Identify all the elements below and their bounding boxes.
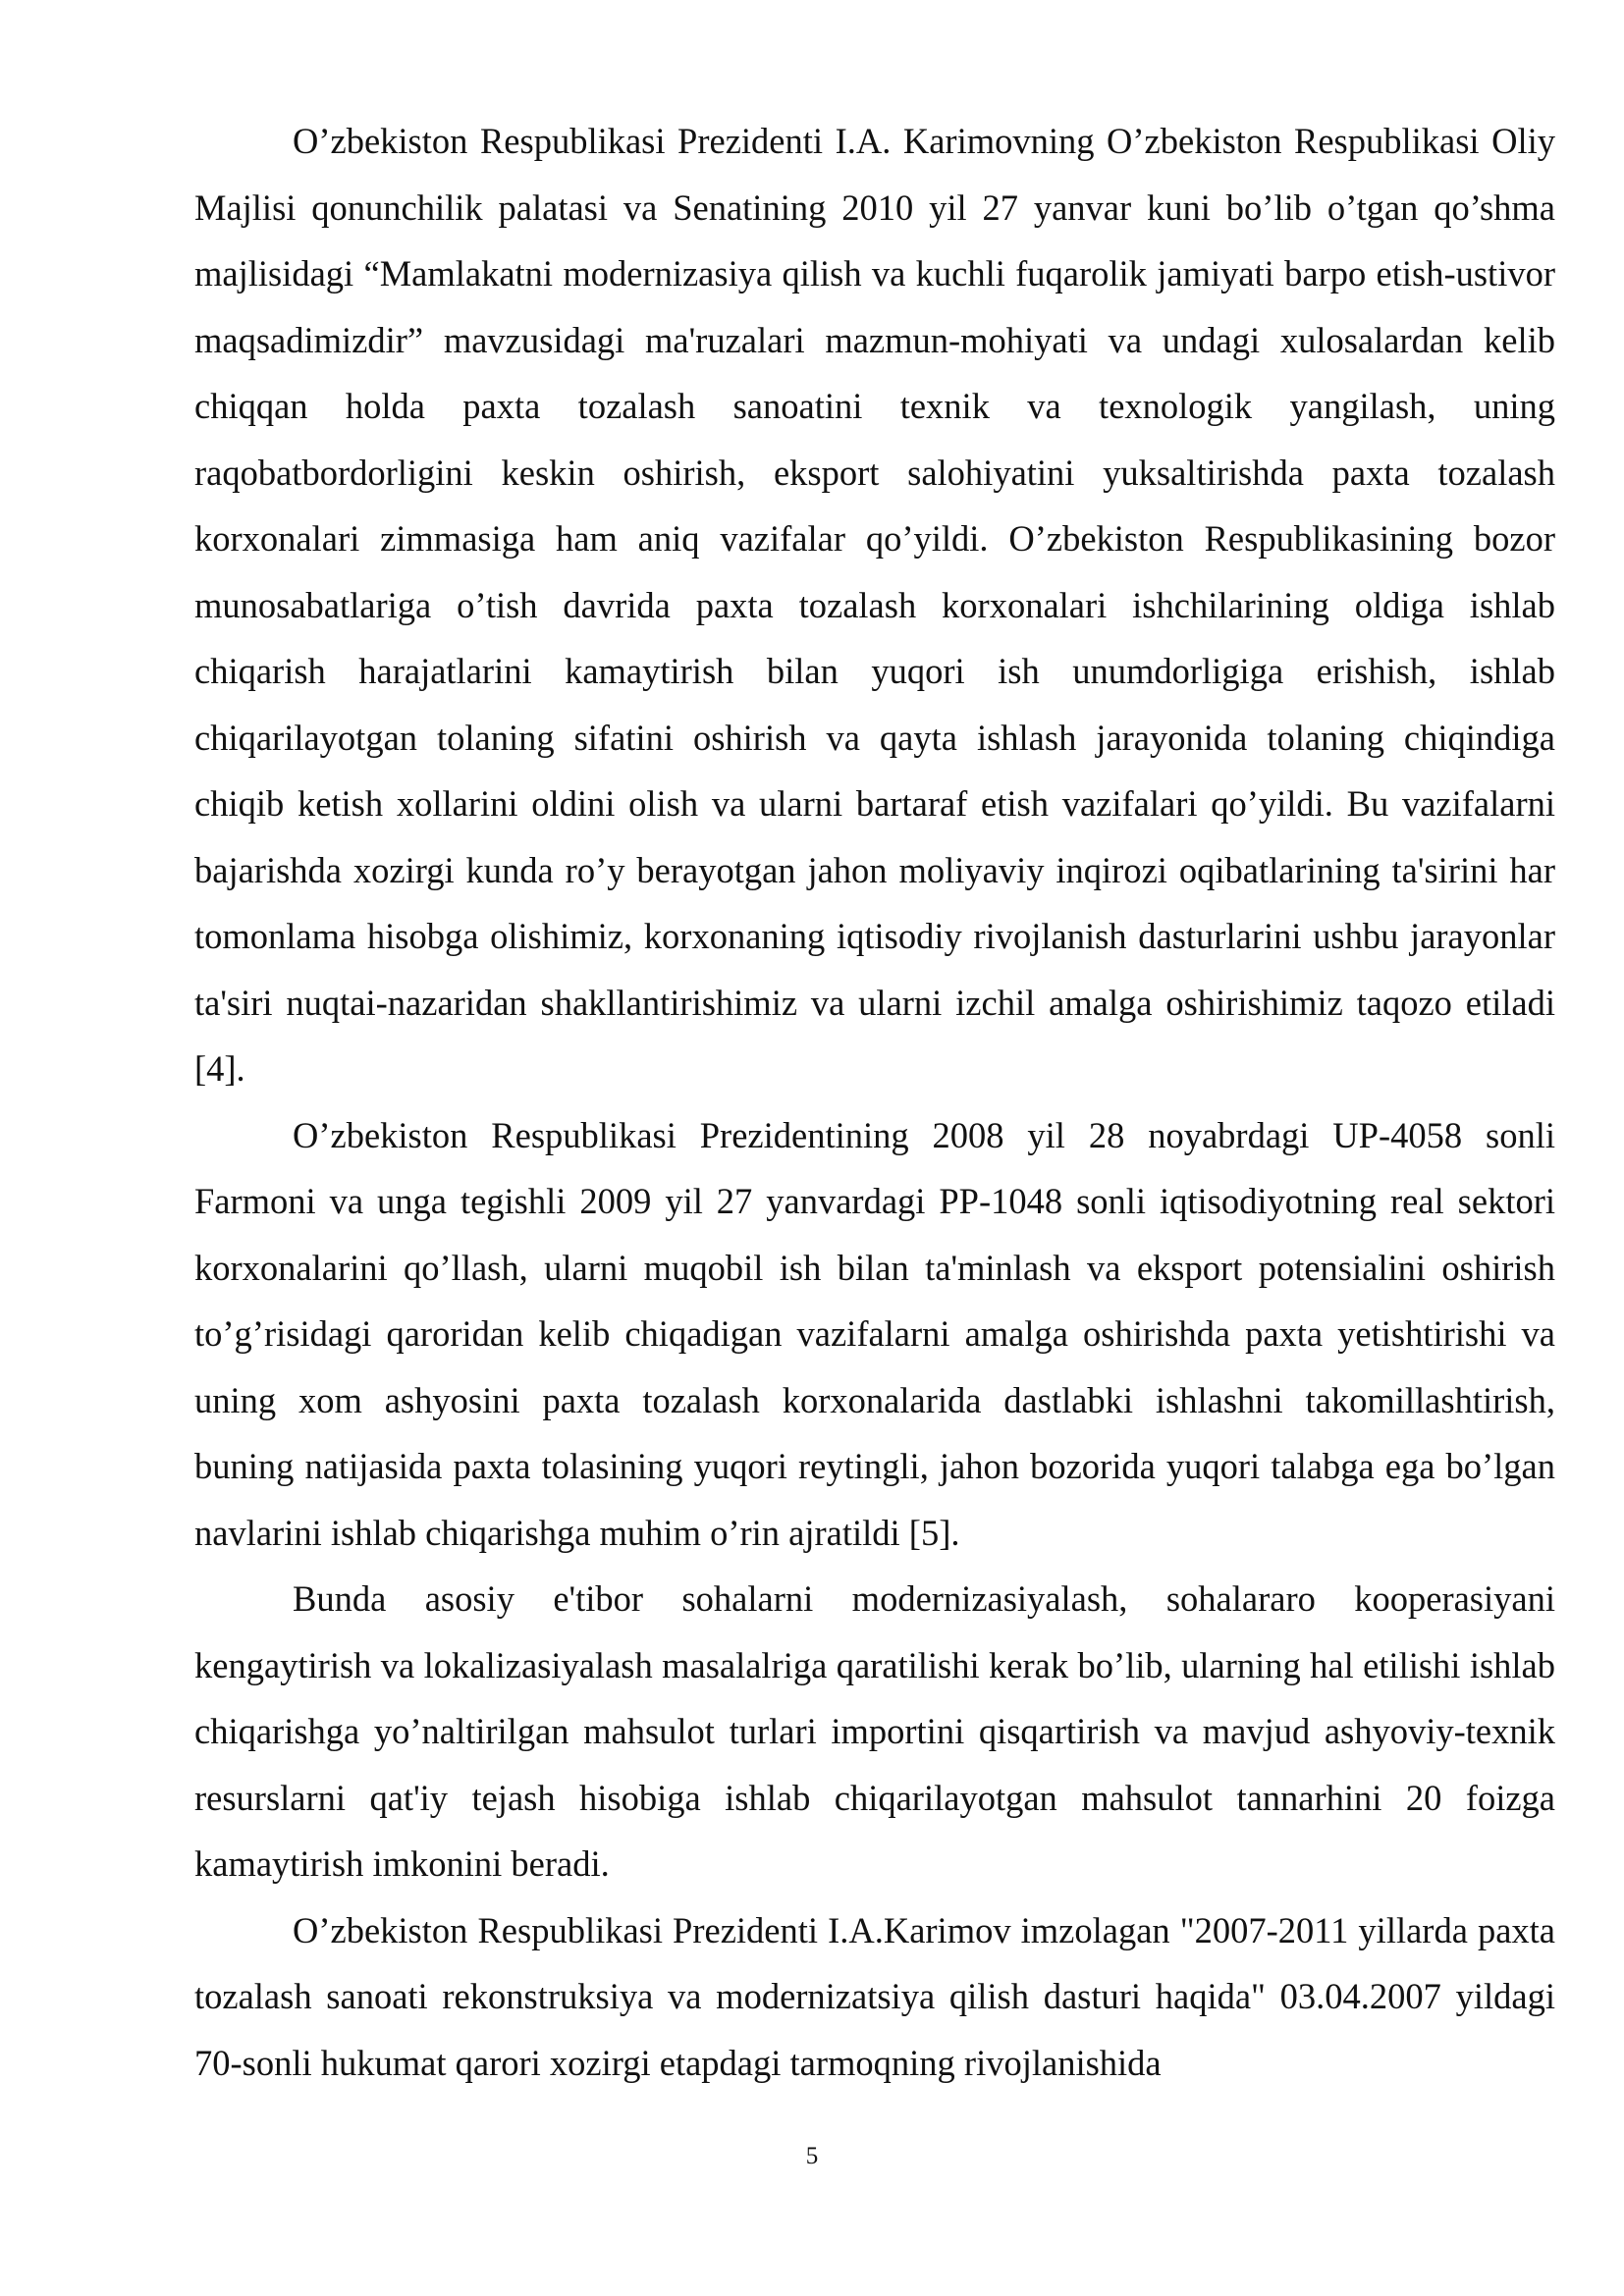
body-text bbox=[194, 108, 1555, 2096]
paragraph-4: O’zbekiston Respublikasi Prezidenti I.A.Karimov imzolagan "2007-2011 yillarda paxta tozalash sanoati rekonstruksiya va modernizatsiya qilish dasturi haqida" 03.04.2007 yildagi 70-sonli hukumat qarori xozirgi etapdagi tarmoqning rivojlanishida bbox=[194, 1909, 1555, 2083]
paragraph-2: O’zbekiston Respublikasi Prezidentining 2008 yil 28 noyabrdagi UP-4058 sonli Farmoni va unga tegishli 2009 yil 27 yanvardagi PP-1048 sonli iqtisodiyotning real sektori korxonalarini qo’llash, ularni muqobil ish bilan ta'minlash va eksport potensialini oshirish to’g’risidagi qaroridan kelib chiqadigan vazifalarni amalga oshirishda paxta yetishtirishi va uning xom ashyosini paxta tozalash korxonalarida dastlabki ishlashni takomillashtirish, buning natijasida paxta tolasining yuqori reytingli, jahon bozorida yuqori talabga ega bo’lgan navlarini ishlab chiqarishga muhim o’rin ajratildi [5]. bbox=[194, 1114, 1555, 1553]
paragraph-1: O’zbekiston Respublikasi Prezidenti I.A. Karimovning O’zbekiston Respublikasi Oliy Majlisi qonunchilik palatasi va Senatining 2010 yil 27 yanvar kuni bo’lib o’tgan qo’shma majlisidagi “Mamlakatni modernizasiya qilish va kuchli fuqarolik jamiyati barpo etish-ustivor maqsadimizdir” mavzusidagi ma'ruzalari mazmun-mohiyati va undagi xulosalardan kelib chiqqan holda paxta tozalash sanoatini texnik va texnologik yangilash, uning raqobatbordorligini keskin oshirish, eksport salohiyatini yuksaltirishda paxta tozalash korxonalari zimmasiga ham aniq vazifalar qo’yildi. O’zbekiston Respublikasining bozor munosabatlariga o’tish davrida paxta tozalash korxonalari ishchilarining oldiga ishlab chiqarish harajatlarini kamaytirish bilan yuqori ish unumdorligiga erishish, ishlab chiqarilayotgan tolaning sifatini oshirish va qayta ishlash jarayonida tolaning chiqindiga chiqib ketish xollarini oldini olish va ularni bartaraf etish vazifalari qo’yildi. Bu vazifalarni bajarishda xozirgi kunda ro’y berayotgan jahon moliyaviy inqirozi oqibatlarining ta'sirini har tomonlama hisobga olishimiz, korxonaning iqtisodiy rivojlanish dasturlarini ushbu jarayonlar ta'siri nuqtai-nazaridan shakllantirishimiz va ularni izchil amalga oshirishimiz taqozo etiladi [4]. bbox=[194, 121, 1555, 1089]
paragraph-3: Bunda asosiy e'tibor sohalarni modernizasiyalash, sohalararo kooperasiyani kengaytirish va lokalizasiyalash masalalriga qaratilishi kerak bo’lib, ularning hal etilishi ishlab chiqarishga yo’naltirilgan mahsulot turlari importini qisqartirish va mavjud ashyoviy-texnik resurslarni qat'iy tejash hisobiga ishlab chiqarilayotgan mahsulot tannarhini 20 foizga kamaytirish imkonini beradi. bbox=[194, 1578, 1555, 1884]
page-number: 5 bbox=[805, 2143, 819, 2169]
